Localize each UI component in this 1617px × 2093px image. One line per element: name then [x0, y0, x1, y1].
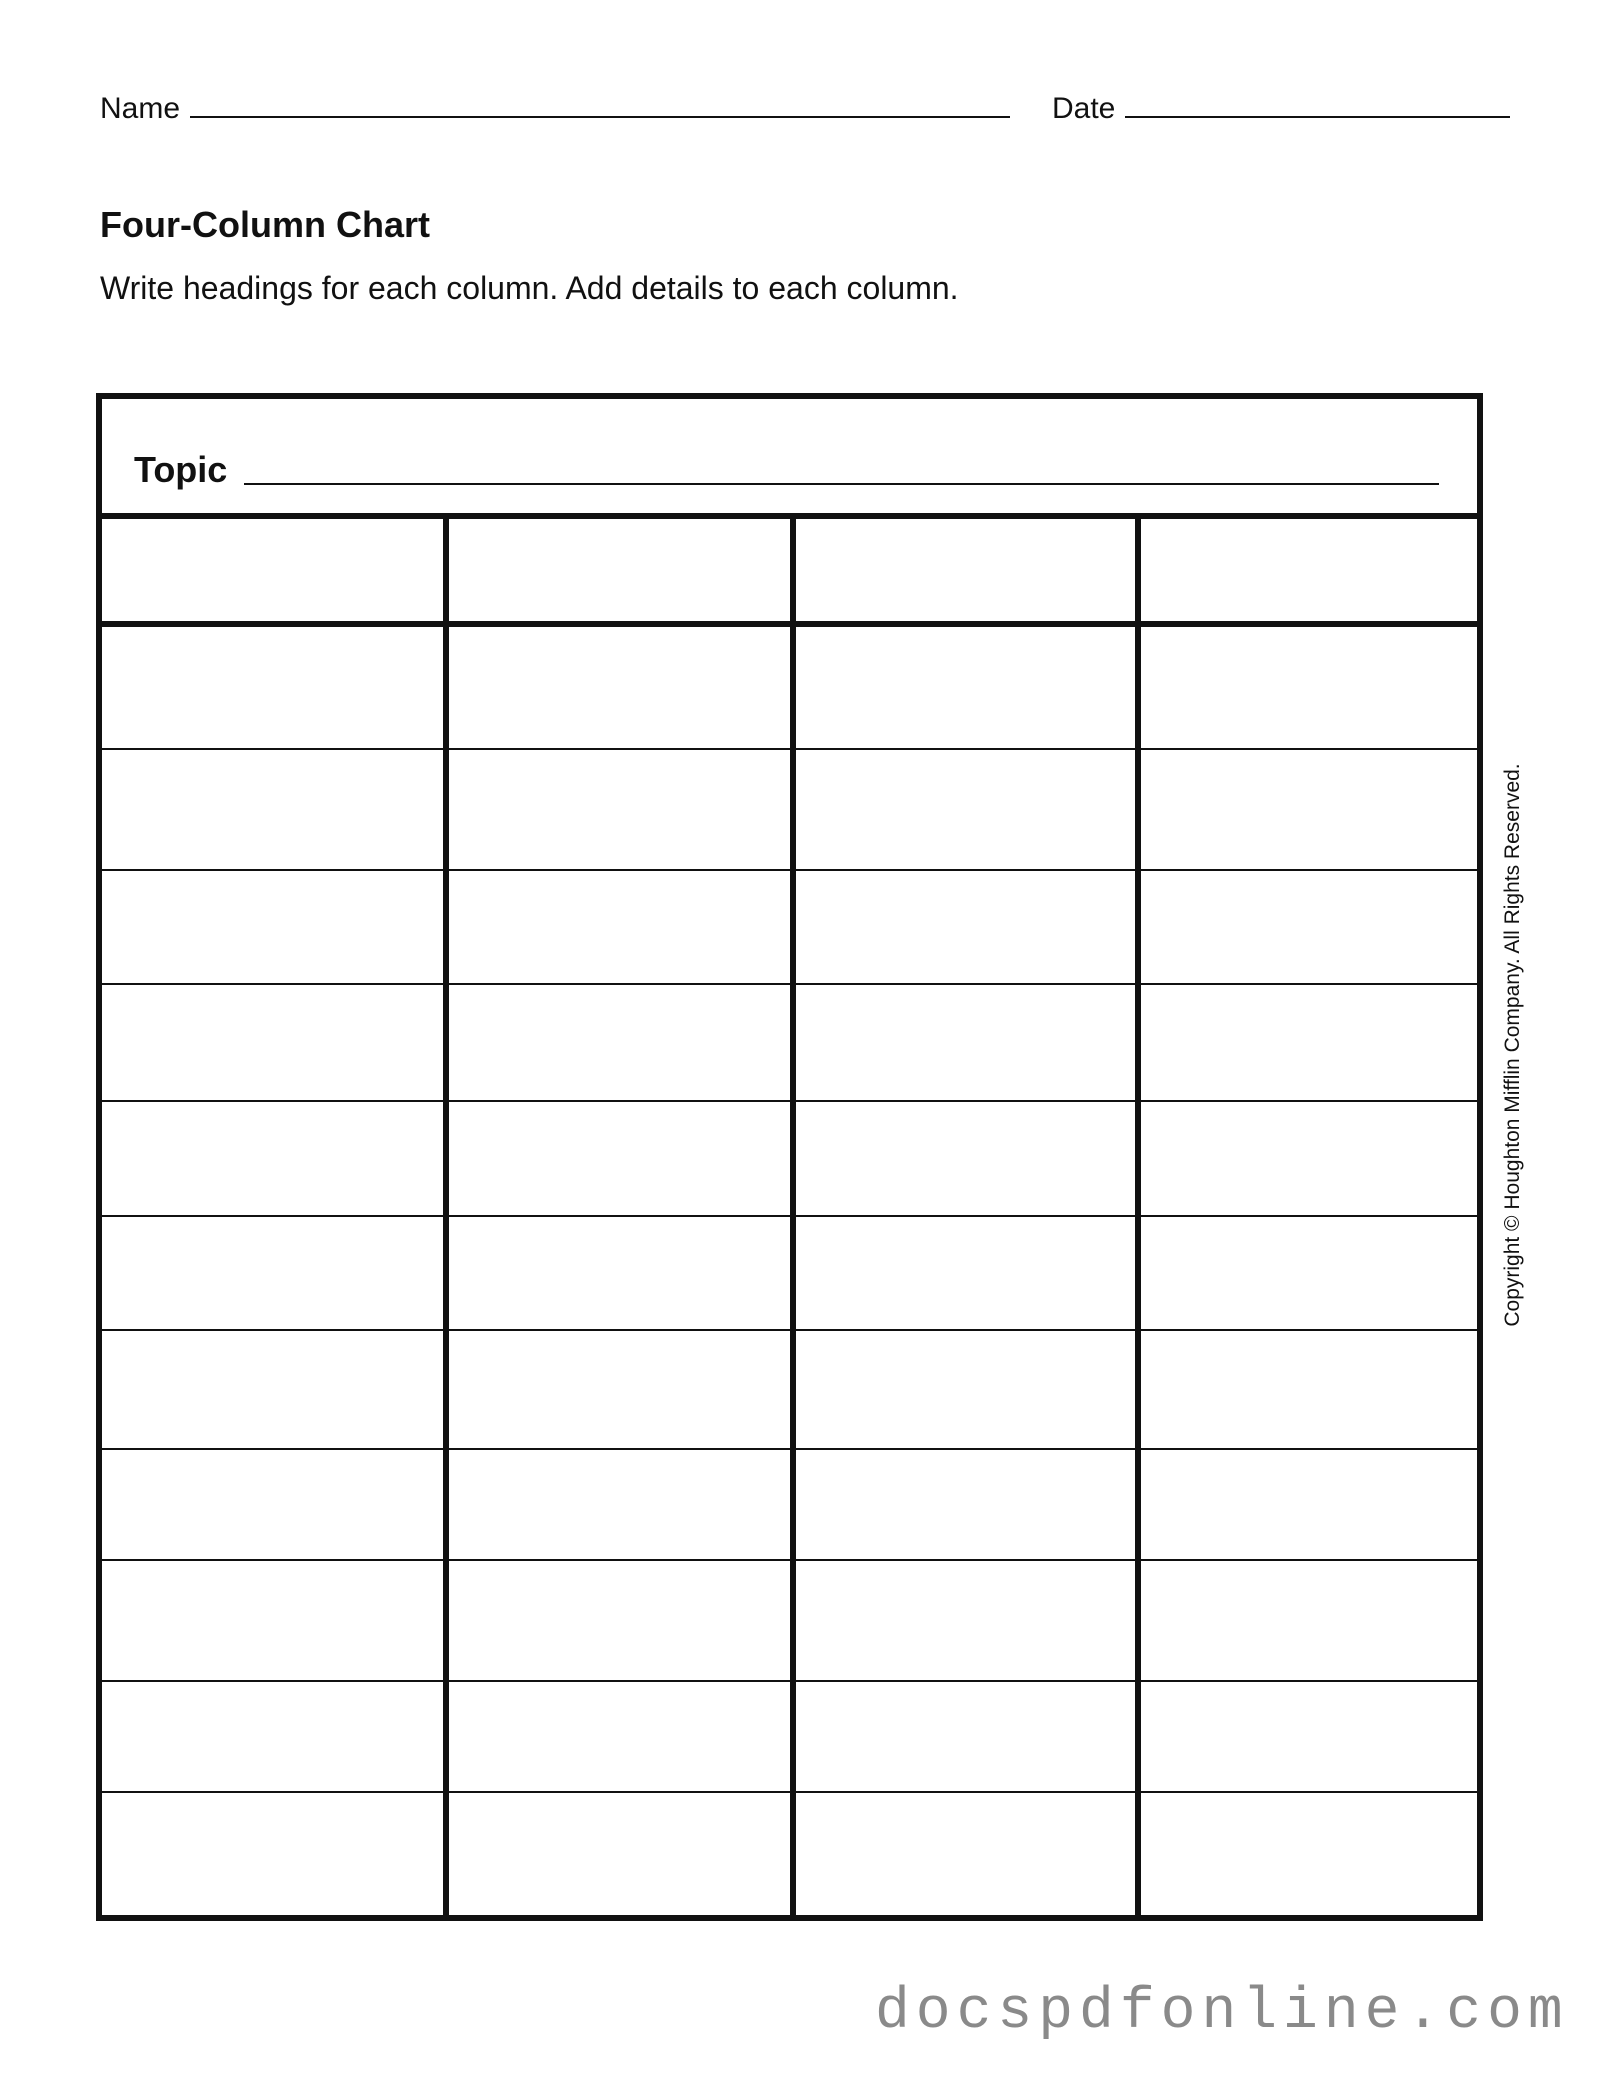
detail-cell[interactable]: [1138, 1791, 1477, 1915]
detail-cell[interactable]: [793, 1448, 1138, 1559]
detail-cell[interactable]: [102, 1791, 446, 1915]
detail-cell[interactable]: [793, 1680, 1138, 1791]
detail-cell[interactable]: [793, 1215, 1138, 1329]
detail-cell[interactable]: [102, 1559, 446, 1680]
detail-cell[interactable]: [446, 627, 793, 748]
column-heading-cell[interactable]: [446, 513, 793, 627]
topic-label: Topic: [134, 449, 228, 490]
column-heading-cell[interactable]: [1138, 513, 1477, 627]
detail-cell[interactable]: [793, 869, 1138, 983]
detail-cell[interactable]: [446, 1448, 793, 1559]
page-title: Four-Column Chart: [100, 204, 430, 245]
detail-cell[interactable]: [793, 1329, 1138, 1448]
detail-cell[interactable]: [1138, 627, 1477, 748]
detail-cell[interactable]: [793, 1791, 1138, 1915]
detail-cell[interactable]: [446, 1680, 793, 1791]
detail-cell[interactable]: [446, 1215, 793, 1329]
date-label: Date: [1052, 92, 1116, 125]
detail-cell[interactable]: [102, 1215, 446, 1329]
detail-cell[interactable]: [793, 1559, 1138, 1680]
detail-cell[interactable]: [1138, 1329, 1477, 1448]
detail-cell[interactable]: [102, 1680, 446, 1791]
detail-cell[interactable]: [1138, 1448, 1477, 1559]
detail-cell[interactable]: [793, 1100, 1138, 1215]
date-blank[interactable]: [1125, 96, 1510, 118]
name-field: [100, 92, 1010, 126]
detail-cell[interactable]: [102, 1100, 446, 1215]
name-blank[interactable]: [190, 96, 1010, 118]
detail-cell[interactable]: [1138, 1215, 1477, 1329]
copyright-notice: Copyright © Houghton Mifflin Company. All Rights Reserved.: [1501, 763, 1524, 1327]
detail-cell[interactable]: [446, 1559, 793, 1680]
detail-cell[interactable]: [1138, 1100, 1477, 1215]
detail-cell[interactable]: [102, 869, 446, 983]
detail-cell[interactable]: [1138, 983, 1477, 1100]
detail-cell[interactable]: [793, 983, 1138, 1100]
detail-cell[interactable]: [446, 1791, 793, 1915]
column-heading-cell[interactable]: [793, 513, 1138, 627]
detail-cell[interactable]: [1138, 1680, 1477, 1791]
detail-cell[interactable]: [1138, 748, 1477, 869]
detail-cell[interactable]: [1138, 869, 1477, 983]
detail-cell[interactable]: [102, 983, 446, 1100]
detail-cell[interactable]: [1138, 1559, 1477, 1680]
detail-cell[interactable]: [446, 748, 793, 869]
detail-cell[interactable]: [793, 748, 1138, 869]
date-field: [1052, 92, 1510, 126]
detail-cell[interactable]: [102, 1448, 446, 1559]
four-column-chart: [96, 393, 1483, 1921]
detail-cell[interactable]: [446, 869, 793, 983]
topic-row: [102, 399, 1477, 519]
detail-cell[interactable]: [446, 1329, 793, 1448]
detail-cell[interactable]: [793, 627, 1138, 748]
watermark-logo: docspdfonline.com: [875, 1980, 1569, 2045]
detail-cell[interactable]: [102, 627, 446, 748]
topic-blank[interactable]: [244, 483, 1439, 485]
column-heading-cell[interactable]: [102, 513, 446, 627]
instructions-text: Write headings for each column. Add details to each column.: [100, 270, 959, 306]
detail-cell[interactable]: [446, 1100, 793, 1215]
detail-cell[interactable]: [446, 983, 793, 1100]
detail-cell[interactable]: [102, 1329, 446, 1448]
name-label: Name: [100, 92, 181, 125]
detail-cell[interactable]: [102, 748, 446, 869]
